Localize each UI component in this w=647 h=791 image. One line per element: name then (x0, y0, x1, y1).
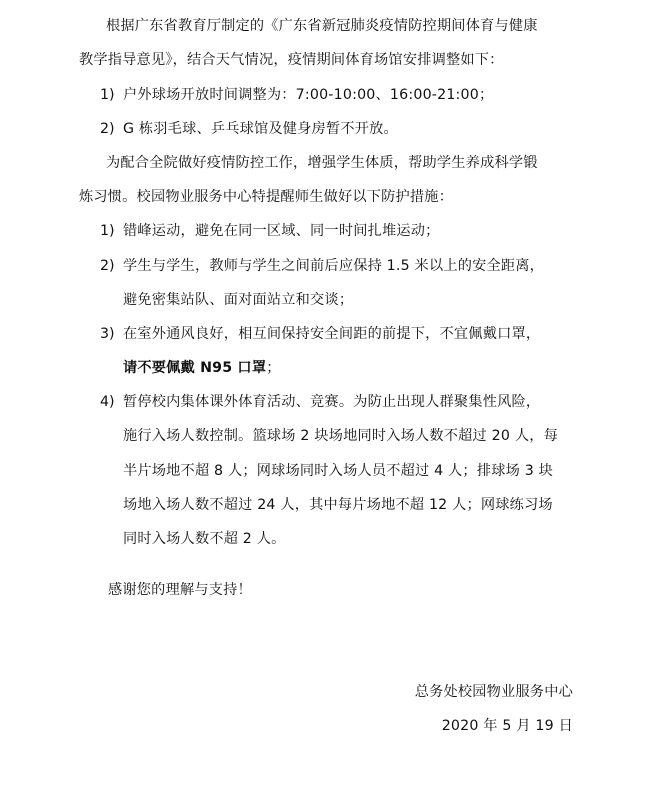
schedule-item-2-text: G 栋羽毛球、乒乓球馆及健身房暂不开放。 (123, 121, 398, 137)
measures-intro-line-2: 炼习惯。校园物业服务中心特提醒师生做好以下防护措施： (79, 189, 454, 205)
measure-item-2-text-line-2: 避免密集站队、面对面站立和交谈； (123, 292, 354, 308)
measure-item-4-text-line-5: 同时入场人数不超 2 人。 (123, 531, 286, 547)
thanks-line: 感谢您的理解与支持！ (108, 582, 252, 598)
measure-item-4-number: 4) (100, 394, 115, 410)
measure-item-3-text-line-2 (123, 358, 281, 378)
measure-item-1-text: 错峰运动，避免在同一区域、同一时间扎堆运动； (123, 223, 440, 239)
n95-warning: 请不要佩戴 N95 口罩 (123, 360, 267, 376)
measure-item-2-number: 2) (100, 258, 115, 274)
measure-item-4-text-line-1: 暂停校内集体课外体育活动、竞赛。为防止出现人群聚集性风险， (123, 394, 541, 410)
measure-item-4-text-line-2: 施行入场人数控制。篮球场 2 块场地同时入场人数不超过 20 人，每 (123, 428, 558, 444)
measure-item-4-text-line-4: 场地入场人数不超过 24 人，其中每片场地不超 12 人；网球练习场 (123, 497, 553, 513)
schedule-item-2-number: 2) (100, 121, 115, 137)
measure-item-3-number: 3) (100, 326, 115, 342)
intro-line-2: 教学指导意见》，结合天气情况，疫情期间体育场馆安排调整如下： (79, 52, 504, 68)
signature: 总务处校园物业服务中心 (414, 684, 573, 700)
measures-intro-line-1: 为配合全院做好疫情防控工作，增强学生体质，帮助学生养成科学锻 (106, 155, 538, 171)
schedule-item-1-number: 1) (100, 87, 115, 103)
date: 2020 年 5 月 19 日 (441, 718, 573, 734)
measure-item-2-text-line-1: 学生与学生，教师与学生之间前后应保持 1.5 米以上的安全距离， (123, 258, 545, 274)
schedule-item-1-text: 户外球场开放时间调整为：7:00-10:00、16:00-21:00； (123, 87, 494, 103)
intro-line-1: 根据广东省教育厅制定的《广东省新冠肺炎疫情防控期间体育与健康 (106, 18, 538, 34)
n95-warning-tail: ； (266, 360, 281, 376)
measure-item-4-text-line-3: 半片场地不超 8 人；网球场同时入场人员不超过 4 人；排球场 3 块 (123, 463, 554, 479)
measure-item-3-text-line-1: 在室外通风良好，相互间保持安全间距的前提下，不宜佩戴口罩， (123, 326, 541, 342)
measure-item-1-number: 1) (100, 223, 115, 239)
